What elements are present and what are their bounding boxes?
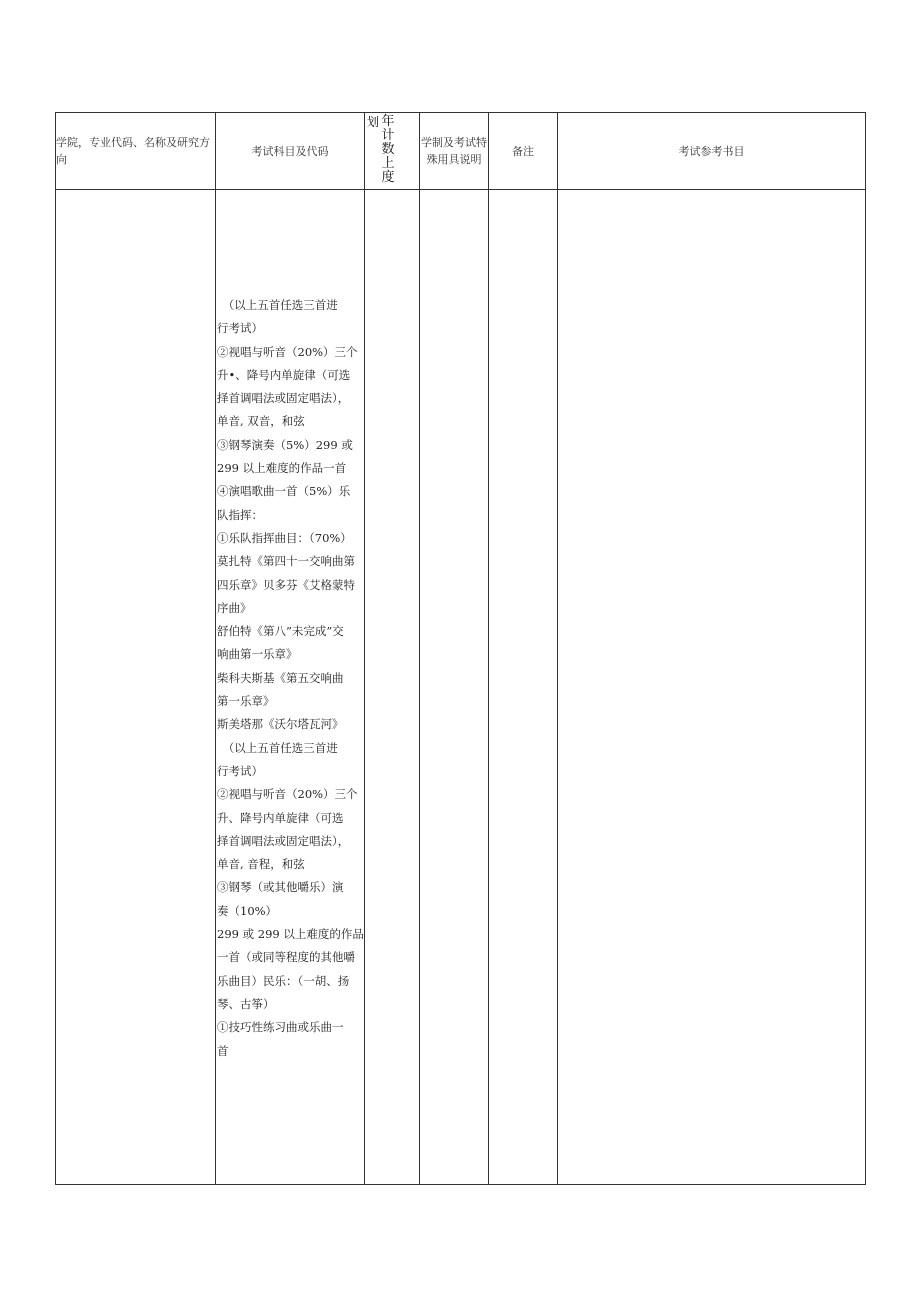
college-major-cell (56, 190, 216, 1185)
header-books: 考试参考书目 (558, 113, 866, 190)
header-remarks: 备注 (489, 113, 558, 190)
header-plan (365, 113, 420, 190)
subject-line: 单音, 音程，和弦 (217, 857, 305, 872)
subject-line: 升•、降号内单旋律（可选 (217, 367, 351, 382)
subject-line: 莫扎特《第四十一交响曲第 (217, 554, 355, 569)
plan-cell (365, 190, 420, 1185)
subject-line: 行考试） (217, 763, 263, 778)
subject-line: （以上五首任选三首进 (217, 298, 338, 312)
subject-line: 行考试） (217, 321, 263, 336)
subject-line: ①技巧性练习曲或乐曲一 (217, 1020, 344, 1035)
subject-line: 单音, 双音，和弦 (217, 414, 305, 429)
header-row (56, 113, 866, 190)
subject-line: ②视唱与听音（20%）三个 (217, 344, 358, 359)
subject-line: 一首（或同等程度的其他嚼 (217, 950, 355, 965)
subject-line: ①乐队指挥曲目：（70%） (217, 530, 352, 545)
subject-line: 乐曲目）民乐：（一胡、扬 (217, 973, 350, 988)
subject-line: ②视唱与听音（20%）三个 (217, 787, 358, 802)
subjects-cell (216, 190, 365, 1185)
remarks-cell (489, 190, 558, 1185)
subject-line: 第一乐章》 (217, 694, 275, 709)
subject-line: 四乐章》贝多芬《艾格蒙特 (217, 577, 355, 592)
subject-line: ④演唱歌曲一首（5%）乐 (217, 484, 351, 499)
subject-line: （以上五首任选三首进 (217, 740, 338, 755)
subject-line: 琴、古筝） (217, 996, 275, 1011)
subject-line: 队指挥： (217, 507, 263, 522)
subject-line: 奏（10%） (217, 903, 278, 918)
header-plan-col2: 年计数上度 (381, 114, 395, 185)
header-subjects: 考试科目及代码 (216, 113, 365, 190)
subject-line: ③钢琴演奏（5%）299 或 (217, 437, 353, 452)
subject-line: 择首调唱法或固定唱法）， (217, 833, 350, 848)
header-special: 学制及考试特殊用具说明 (420, 113, 489, 190)
subject-line: 斯美塔那《沃尔塔瓦河》 (217, 717, 344, 732)
header-college-major: 学院，专业代码、名称及研究方向 (56, 113, 216, 190)
subject-line: 柴科夫斯基《第五交响曲 (217, 670, 344, 685)
books-cell (558, 190, 866, 1185)
header-plan-col1: 划 (367, 115, 380, 129)
admissions-table (55, 112, 866, 1185)
subject-line: 择首调唱法或固定唱法）， (217, 391, 350, 406)
body-row (56, 190, 866, 1185)
subject-line: ③钢琴（或其他嚼乐）演 (217, 880, 344, 895)
subject-line: 升、降号内单旋律（可选 (217, 810, 344, 825)
subject-line: 响曲第一乐章》 (217, 647, 298, 662)
subject-line: 首 (217, 1043, 229, 1058)
subject-line: 299 或 299 以上难度的作品 (217, 927, 364, 942)
subject-lines (216, 294, 364, 1063)
subject-line: 序曲》 (217, 600, 252, 615)
special-cell (420, 190, 489, 1185)
subject-line: 299 以上难度的作品一首 (217, 461, 347, 476)
subject-line: 舒伯特《第八”未完成”交 (217, 624, 344, 639)
